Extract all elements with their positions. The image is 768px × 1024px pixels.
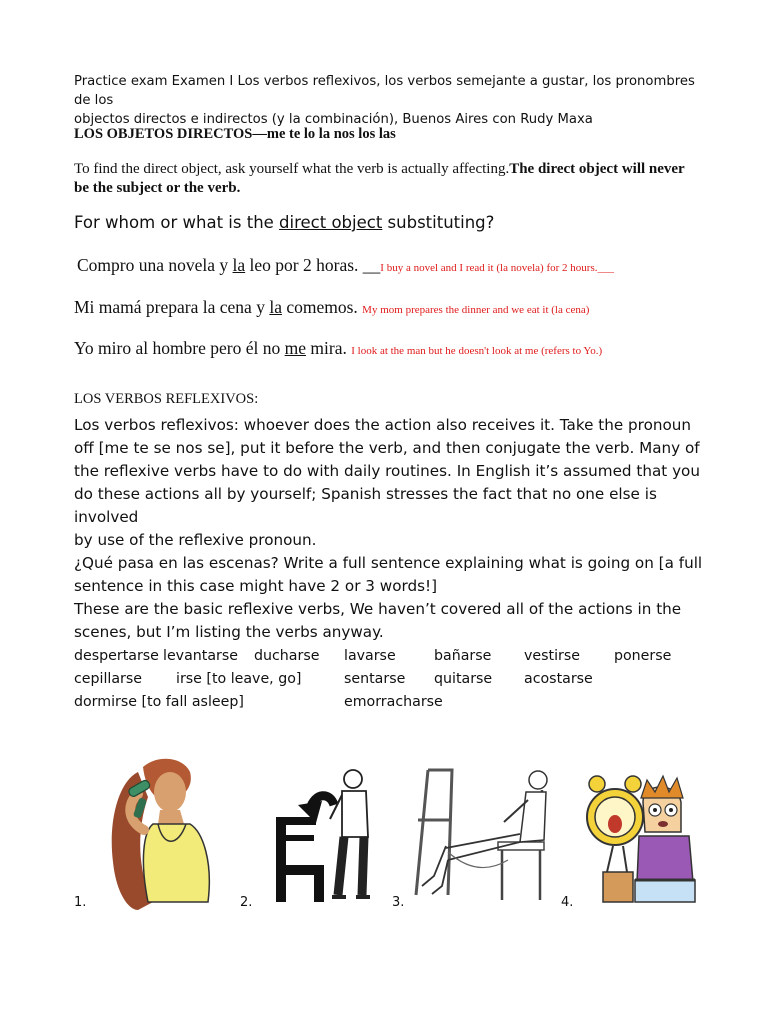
reflexive-line-6: ¿Qué pasa en las escenas? Write a full sentence explaining what is going on [a full — [74, 554, 703, 572]
verb-row-1 — [74, 645, 714, 668]
verb-item: despertarse — [74, 648, 159, 664]
example-2 — [74, 297, 589, 318]
example-1-pre: Compro una novela y — [77, 255, 233, 275]
scene-number-4: 4. — [561, 895, 574, 910]
verb-list — [74, 645, 714, 714]
header-line-1: Practice exam Examen I Los verbos reflexivos, los verbos semejante a gustar, los pronombres de los — [74, 74, 695, 108]
intro-plain: To find the direct object, ask yourself what the verb is actually affecting. — [74, 161, 510, 177]
verb-item: cepillarse — [74, 671, 143, 687]
verb-row-3 — [74, 691, 714, 714]
scene-number-1: 1. — [74, 895, 87, 910]
verb-item: lavarse — [344, 648, 396, 664]
example-1-translation: I buy a novel and I read it (la novela) for 2 hours.___ — [380, 262, 614, 274]
reflexive-line-8: These are the basic reflexive verbs, We haven’t covered all of the actions in the — [74, 600, 682, 618]
example-1-pronoun: la — [232, 255, 246, 275]
verb-item: bañarse — [434, 648, 492, 664]
scene-number-3: 3. — [392, 895, 405, 910]
example-3-pre: Yo miro al hombre pero él no — [74, 338, 285, 358]
man-sitting-with-walker-icon — [408, 760, 558, 905]
example-1-post: leo por 2 horas. __ — [245, 255, 381, 275]
reflexive-line-2: off [me te se nos se], put it before the verb, and then conjugate the verb. Many of — [74, 439, 700, 457]
verb-item: vestirse — [524, 648, 580, 664]
reflexive-heading-text: LOS VERBOS REFLEXIVOS — [74, 391, 255, 407]
example-2-post: comemos. — [281, 297, 358, 317]
verb-item: irse [to leave, go] — [176, 671, 302, 687]
example-1 — [77, 255, 614, 276]
woman-brushing-hair-icon — [98, 752, 218, 912]
reflexive-paragraph — [74, 414, 714, 644]
intro-bold-1: The direct object will never — [509, 161, 685, 177]
question-pre: For whom or what is the — [74, 213, 280, 232]
boy-alarm-clock-icon — [577, 762, 697, 907]
direct-objects-intro — [74, 160, 714, 198]
question-post: substituting? — [382, 213, 495, 232]
chair-sit-down-icon — [270, 767, 380, 907]
reflexive-line-5: by use of the reflexive pronoun. — [74, 531, 317, 549]
example-3-pronoun: me — [284, 338, 307, 358]
reflexive-heading — [74, 391, 258, 408]
question-underlined: direct object — [279, 213, 383, 232]
example-2-translation: My mom prepares the dinner and we eat it (la cena) — [362, 304, 590, 316]
reflexive-line-3: the reflexive verbs have to do with daily routines. In English it’s assumed that you — [74, 462, 700, 480]
verb-row-2 — [74, 668, 714, 691]
direct-objects-heading: LOS OBJETOS DIRECTOS—me te lo la nos los las — [74, 126, 396, 142]
reflexive-line-1: Los verbos reflexivos: whoever does the action also receives it. Take the pronoun — [74, 416, 692, 434]
direct-object-question — [74, 213, 494, 232]
verb-item: quitarse — [434, 671, 493, 687]
verb-item: acostarse — [524, 671, 593, 687]
verb-item: dormirse [to fall asleep] — [74, 694, 244, 710]
intro-bold-2: be the subject or the verb. — [74, 180, 241, 196]
header-line-2: objectos directos e indirectos (y la combinación), Buenos Aires con Rudy Maxa — [74, 112, 593, 127]
scene-number-2: 2. — [240, 895, 253, 910]
verb-item: emorracharse — [344, 694, 443, 710]
reflexive-heading-colon: : — [254, 391, 259, 407]
example-2-pre: Mi mamá prepara la cena y — [74, 297, 270, 317]
example-2-pronoun: la — [269, 297, 282, 317]
example-3 — [74, 338, 602, 359]
example-3-translation: I look at the man but he doesn't look at me (refers to Yo.) — [351, 345, 603, 357]
exam-header — [74, 72, 714, 129]
reflexive-line-4: do these actions all by yourself; Spanish stresses the fact that no one else is involved — [74, 485, 657, 526]
example-3-post: mira. — [306, 338, 347, 358]
verb-item: sentarse — [344, 671, 406, 687]
verb-item: levantarse — [163, 648, 238, 664]
reflexive-line-9: scenes, but I’m listing the verbs anyway. — [74, 623, 384, 641]
verb-item: ducharse — [254, 648, 320, 664]
verb-item: ponerse — [614, 648, 672, 664]
reflexive-line-7: sentence in this case might have 2 or 3 words!] — [74, 577, 438, 595]
